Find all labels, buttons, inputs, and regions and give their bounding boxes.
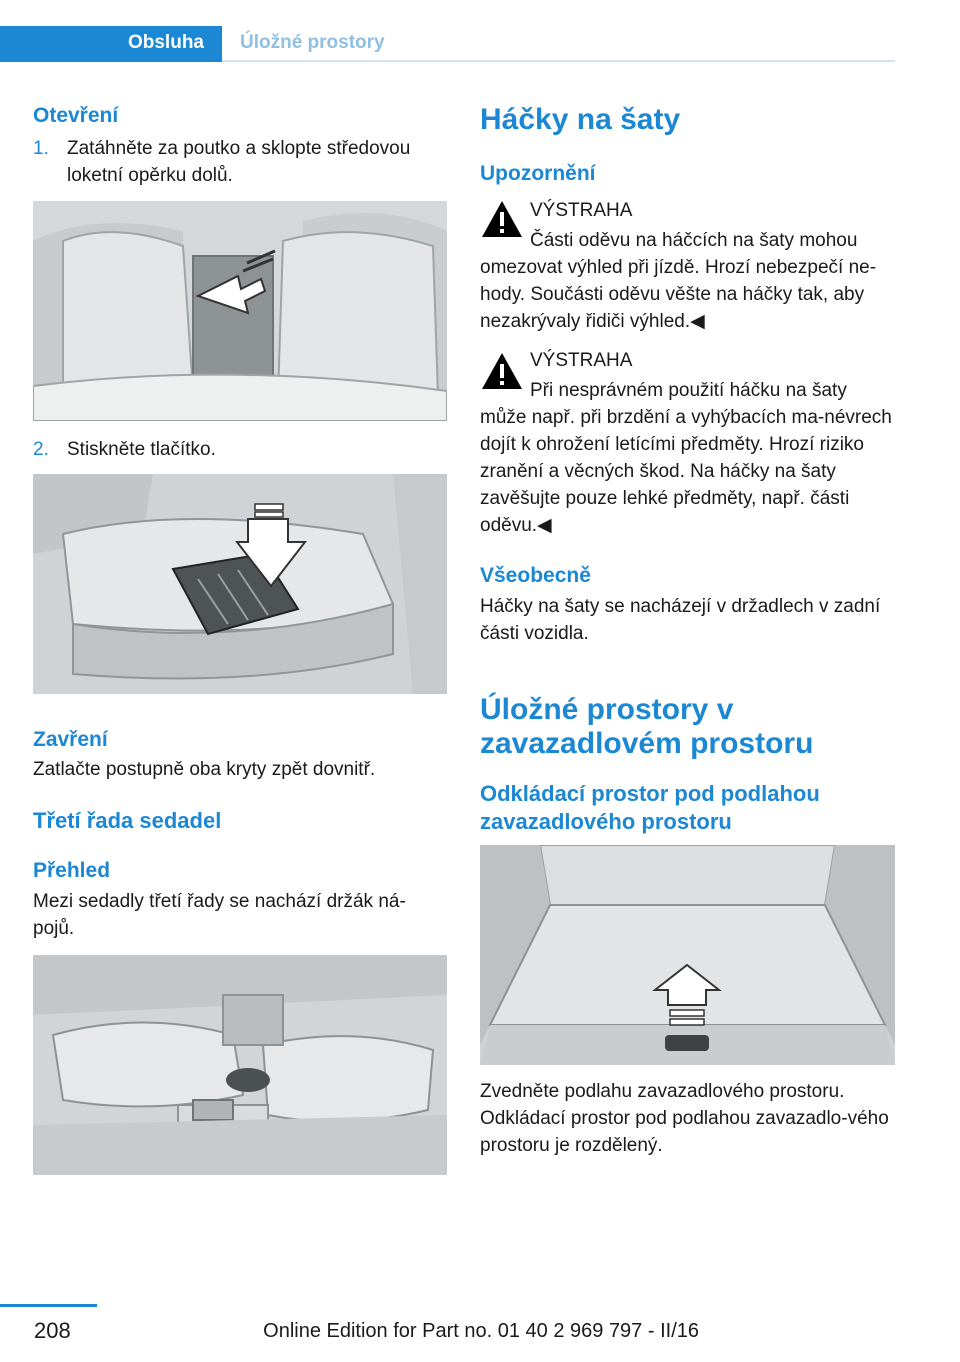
hooks-heading: Háčky na šaty bbox=[480, 103, 681, 136]
underfloor-text: Zvedněte podlahu zavazadlového prostoru. Odkládací prostor pod podlahou zavazadlo-vého prostoru je rozdělený. bbox=[480, 1081, 889, 1156]
overview-heading: Přehled bbox=[33, 859, 111, 882]
warning-1-text: Části oděvu na háčcích na šaty mohou omezovat výhled při jízdě. Hrozí nebezpečí ne-hody. Součásti oděvu věšte na háčky tak, aby nezakrývaly řidiči výhled.◀ bbox=[480, 230, 877, 332]
open-heading: Otevření bbox=[33, 104, 119, 127]
notice-heading: Upozornění bbox=[480, 162, 596, 185]
third-row-heading: Třetí řada sedadel bbox=[33, 808, 222, 833]
page-number: 208 bbox=[34, 1318, 71, 1343]
section-tab-label: Úložné prostory bbox=[240, 32, 385, 53]
figure-armrest-button bbox=[33, 474, 447, 694]
page-header bbox=[0, 26, 895, 62]
header-divider bbox=[222, 60, 895, 62]
figure-cup-holder bbox=[33, 955, 447, 1175]
chapter-tab bbox=[0, 26, 222, 62]
overview-text: Mezi sedadly třetí řady se nachází držák ná-pojů. bbox=[33, 891, 406, 939]
figure-luggage-floor bbox=[480, 845, 895, 1065]
underfloor-heading: Odkládací prostor pod podlahou zavazadlového prostoru bbox=[480, 781, 820, 834]
step-1-text: Zatáhněte za poutko a sklopte středovou loketní opěrku dolů. bbox=[67, 138, 411, 186]
warning-1-title: VÝSTRAHA bbox=[530, 200, 633, 221]
storage-heading: Úložné prostory v zavazadlovém prostoru bbox=[480, 693, 814, 760]
close-heading: Zavření bbox=[33, 728, 108, 751]
step-2-text: Stiskněte tlačítko. bbox=[67, 439, 216, 460]
footer-accent-line bbox=[0, 1304, 97, 1307]
warning-2-title: VÝSTRAHA bbox=[530, 350, 633, 371]
general-heading: Všeobecně bbox=[480, 564, 591, 587]
chapter-tab-label: Obsluha bbox=[127, 32, 204, 53]
step-1-number: 1. bbox=[33, 138, 49, 159]
step-2-number: 2. bbox=[33, 439, 49, 460]
close-text: Zatlačte postupně oba kryty zpět dovnitř. bbox=[33, 759, 376, 780]
general-text: Háčky na šaty se nacházejí v držadlech v zadní části vozidla. bbox=[480, 596, 881, 644]
warning-2-text: Při nesprávném použití háčku na šaty může např. při brzdění a vyhýbacích ma-névrech dojít k ohrožení letícími předměty. Hrozí riziko zranění a věcných škod. Na háčky na šaty zavěšujte pouze lehké předměty, např. části oděvu.◀ bbox=[480, 380, 892, 536]
figure-armrest-fold bbox=[33, 201, 447, 421]
edition-note: Online Edition for Part no. 01 40 2 969 797 - II/16 bbox=[263, 1320, 699, 1342]
